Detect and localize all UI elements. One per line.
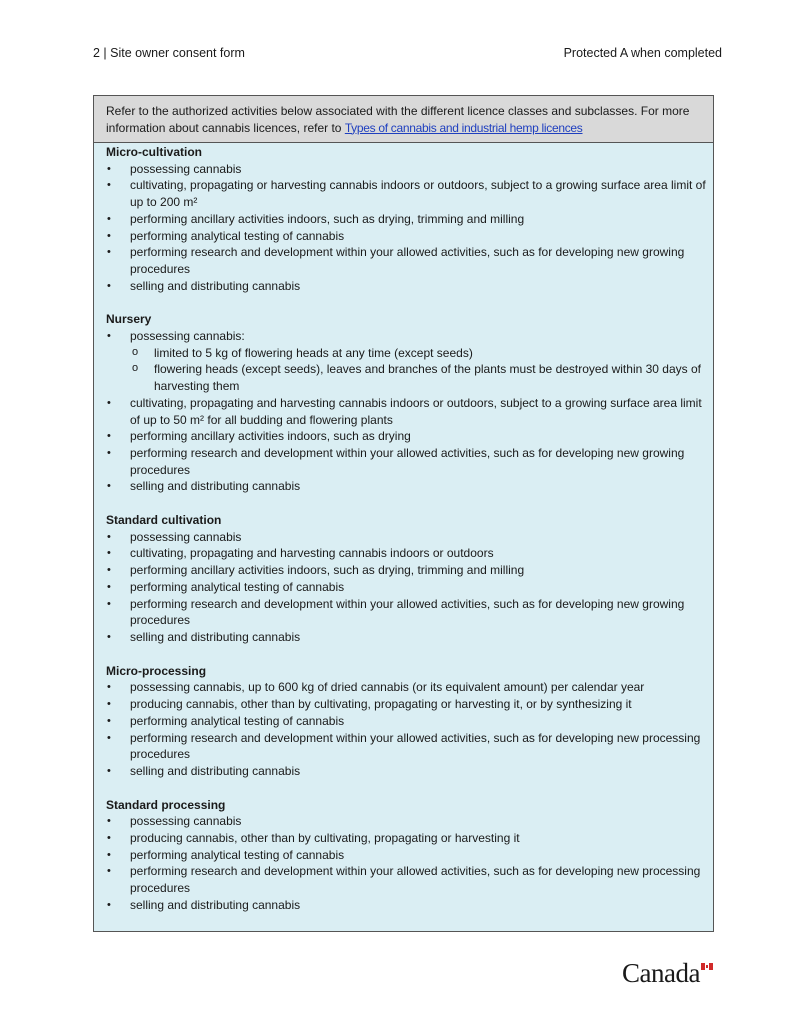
list-item-text: possessing cannabis <box>130 161 242 176</box>
list-item-text: producing cannabis, other than by cultivating, propagating or harvesting it, or by synthesizing it <box>130 697 632 712</box>
bullet-icon: • <box>107 832 111 845</box>
list-item-text: performing research and development within your allowed activities, such as for developing new processing procedures <box>130 864 701 896</box>
bullet-icon: • <box>107 630 111 643</box>
bullet-icon: • <box>107 246 111 259</box>
list-item <box>106 244 713 277</box>
list-item-text: cultivating, propagating and harvesting cannabis indoors or outdoors, subject to a growing surface area limit of up to 50 m² for all budding and flowering plants <box>130 395 702 427</box>
list-item <box>106 278 713 295</box>
section-title: Standard processing <box>106 797 226 812</box>
list-item <box>106 328 713 395</box>
list-item <box>106 813 713 830</box>
bullet-icon: • <box>107 731 111 744</box>
licence-types-link[interactable]: Types of cannabis and industrial hemp licences <box>344 120 583 135</box>
list-item <box>106 211 713 228</box>
list-item-text: possessing cannabis, up to 600 kg of dried cannabis (or its equivalent amount) per calendar year <box>130 680 645 695</box>
activity-list <box>106 679 713 779</box>
bullet-icon: • <box>107 229 111 242</box>
bullet-icon: • <box>107 848 111 861</box>
list-item-text: performing analytical testing of cannabis <box>130 228 345 243</box>
list-item-text: performing analytical testing of cannabis <box>130 713 345 728</box>
bullet-icon: • <box>107 530 111 543</box>
sub-list-item-text: limited to 5 kg of flowering heads at any time (except seeds) <box>154 345 473 360</box>
list-item-text: performing research and development within your allowed activities, such as for developing new processing procedures <box>130 730 701 762</box>
bullet-icon: • <box>107 547 111 560</box>
canada-flag-icon <box>701 963 713 970</box>
protection-label: Protected A when completed <box>563 46 722 60</box>
list-item-text: performing research and development within your allowed activities, such as for developing new growing procedures <box>130 445 685 477</box>
list-item-text: selling and distributing cannabis <box>130 629 301 644</box>
bullet-icon: • <box>107 430 111 443</box>
list-item-text: performing research and development within your allowed activities, such as for developing new growing procedures <box>130 596 685 628</box>
circle-bullet-icon: o <box>132 345 139 358</box>
list-item <box>106 730 713 763</box>
list-item-text: performing analytical testing of cannabis <box>130 847 345 862</box>
sections-container <box>94 143 713 914</box>
bullet-icon: • <box>107 564 111 577</box>
list-item <box>106 830 713 847</box>
list-item <box>106 529 713 546</box>
list-item <box>106 579 713 596</box>
page-header <box>93 46 722 60</box>
list-item <box>106 596 713 629</box>
list-item-text: performing analytical testing of cannabis <box>130 579 345 594</box>
circle-bullet-icon: o <box>132 362 139 375</box>
list-item <box>106 228 713 245</box>
canada-wordmark: Canada <box>622 958 700 988</box>
list-item <box>106 713 713 730</box>
list-item-text: cultivating, propagating and harvesting cannabis indoors or outdoors <box>130 546 494 561</box>
list-item <box>106 562 713 579</box>
list-item-text: performing ancillary activities indoors, such as drying, trimming and milling <box>130 563 525 578</box>
bullet-icon: • <box>107 162 111 175</box>
section-title: Micro-processing <box>106 663 207 678</box>
bullet-icon: • <box>107 179 111 192</box>
list-item <box>106 629 713 646</box>
list-item-text: possessing cannabis <box>130 814 242 829</box>
list-item <box>106 161 713 178</box>
list-item <box>106 545 713 562</box>
bullet-icon: • <box>107 681 111 694</box>
bullet-icon: • <box>107 480 111 493</box>
section-micro-cultivation <box>106 144 713 294</box>
list-item-text: possessing cannabis <box>130 529 242 544</box>
bullet-icon: • <box>107 212 111 225</box>
activity-list <box>106 161 713 295</box>
activity-list <box>106 529 713 646</box>
list-item <box>106 679 713 696</box>
licence-activities-box <box>93 95 714 932</box>
list-item-text: possessing cannabis: <box>130 329 245 344</box>
bullet-icon: • <box>107 698 111 711</box>
bullet-icon: • <box>107 446 111 459</box>
list-item-text: performing ancillary activities indoors, such as drying <box>130 429 411 444</box>
list-item <box>106 445 713 478</box>
section-title: Nursery <box>106 312 152 327</box>
sub-list-item <box>130 361 709 394</box>
list-item-text: selling and distributing cannabis <box>130 479 301 494</box>
list-item-text: selling and distributing cannabis <box>130 897 301 912</box>
list-item <box>106 428 713 445</box>
bullet-icon: • <box>107 597 111 610</box>
section-nursery <box>106 311 713 495</box>
bullet-icon: • <box>107 714 111 727</box>
list-item <box>106 177 713 210</box>
list-item-text: performing research and development within your allowed activities, such as for developing new growing procedures <box>130 245 685 276</box>
list-item <box>106 763 713 780</box>
intro-text: Refer to the authorized activities below associated with the different licence classes and subclasses. For more information about cannabis licences, refer to <box>106 104 690 135</box>
bullet-icon: • <box>107 898 111 911</box>
intro-panel <box>94 96 713 143</box>
bullet-icon: • <box>107 815 111 828</box>
bullet-icon: • <box>107 396 111 409</box>
list-item <box>106 847 713 864</box>
list-item-text: performing ancillary activities indoors, such as drying, trimming and milling <box>130 211 525 226</box>
activity-list <box>106 813 713 913</box>
bullet-icon: • <box>107 330 111 343</box>
sub-list-item-text: flowering heads (except seeds), leaves and branches of the plants must be destroyed within 30 days of harvesting them <box>154 362 701 394</box>
activity-list <box>106 328 713 495</box>
section-standard-cultivation <box>106 512 713 646</box>
bullet-icon: • <box>107 865 111 878</box>
section-standard-processing <box>106 797 713 914</box>
list-item <box>106 395 713 428</box>
list-item-text: selling and distributing cannabis <box>130 763 301 778</box>
bullet-icon: • <box>107 580 111 593</box>
list-item <box>106 897 713 914</box>
section-title: Micro-cultivation <box>106 145 203 159</box>
page-number-title: 2 | Site owner consent form <box>93 46 245 60</box>
bullet-icon: • <box>107 279 111 292</box>
list-item-text: producing cannabis, other than by cultivating, propagating or harvesting it <box>130 831 520 846</box>
section-title: Standard cultivation <box>106 513 222 528</box>
sub-list-item <box>130 345 709 362</box>
list-item <box>106 863 713 896</box>
bullet-icon: • <box>107 764 111 777</box>
list-item-text: selling and distributing cannabis <box>130 278 301 293</box>
list-item-text: cultivating, propagating or harvesting cannabis indoors or outdoors, subject to a growing surface area limit of up to 200 m² <box>130 178 706 210</box>
list-item <box>106 696 713 713</box>
list-item <box>106 478 713 495</box>
section-micro-processing <box>106 663 713 780</box>
sub-list <box>130 345 709 395</box>
